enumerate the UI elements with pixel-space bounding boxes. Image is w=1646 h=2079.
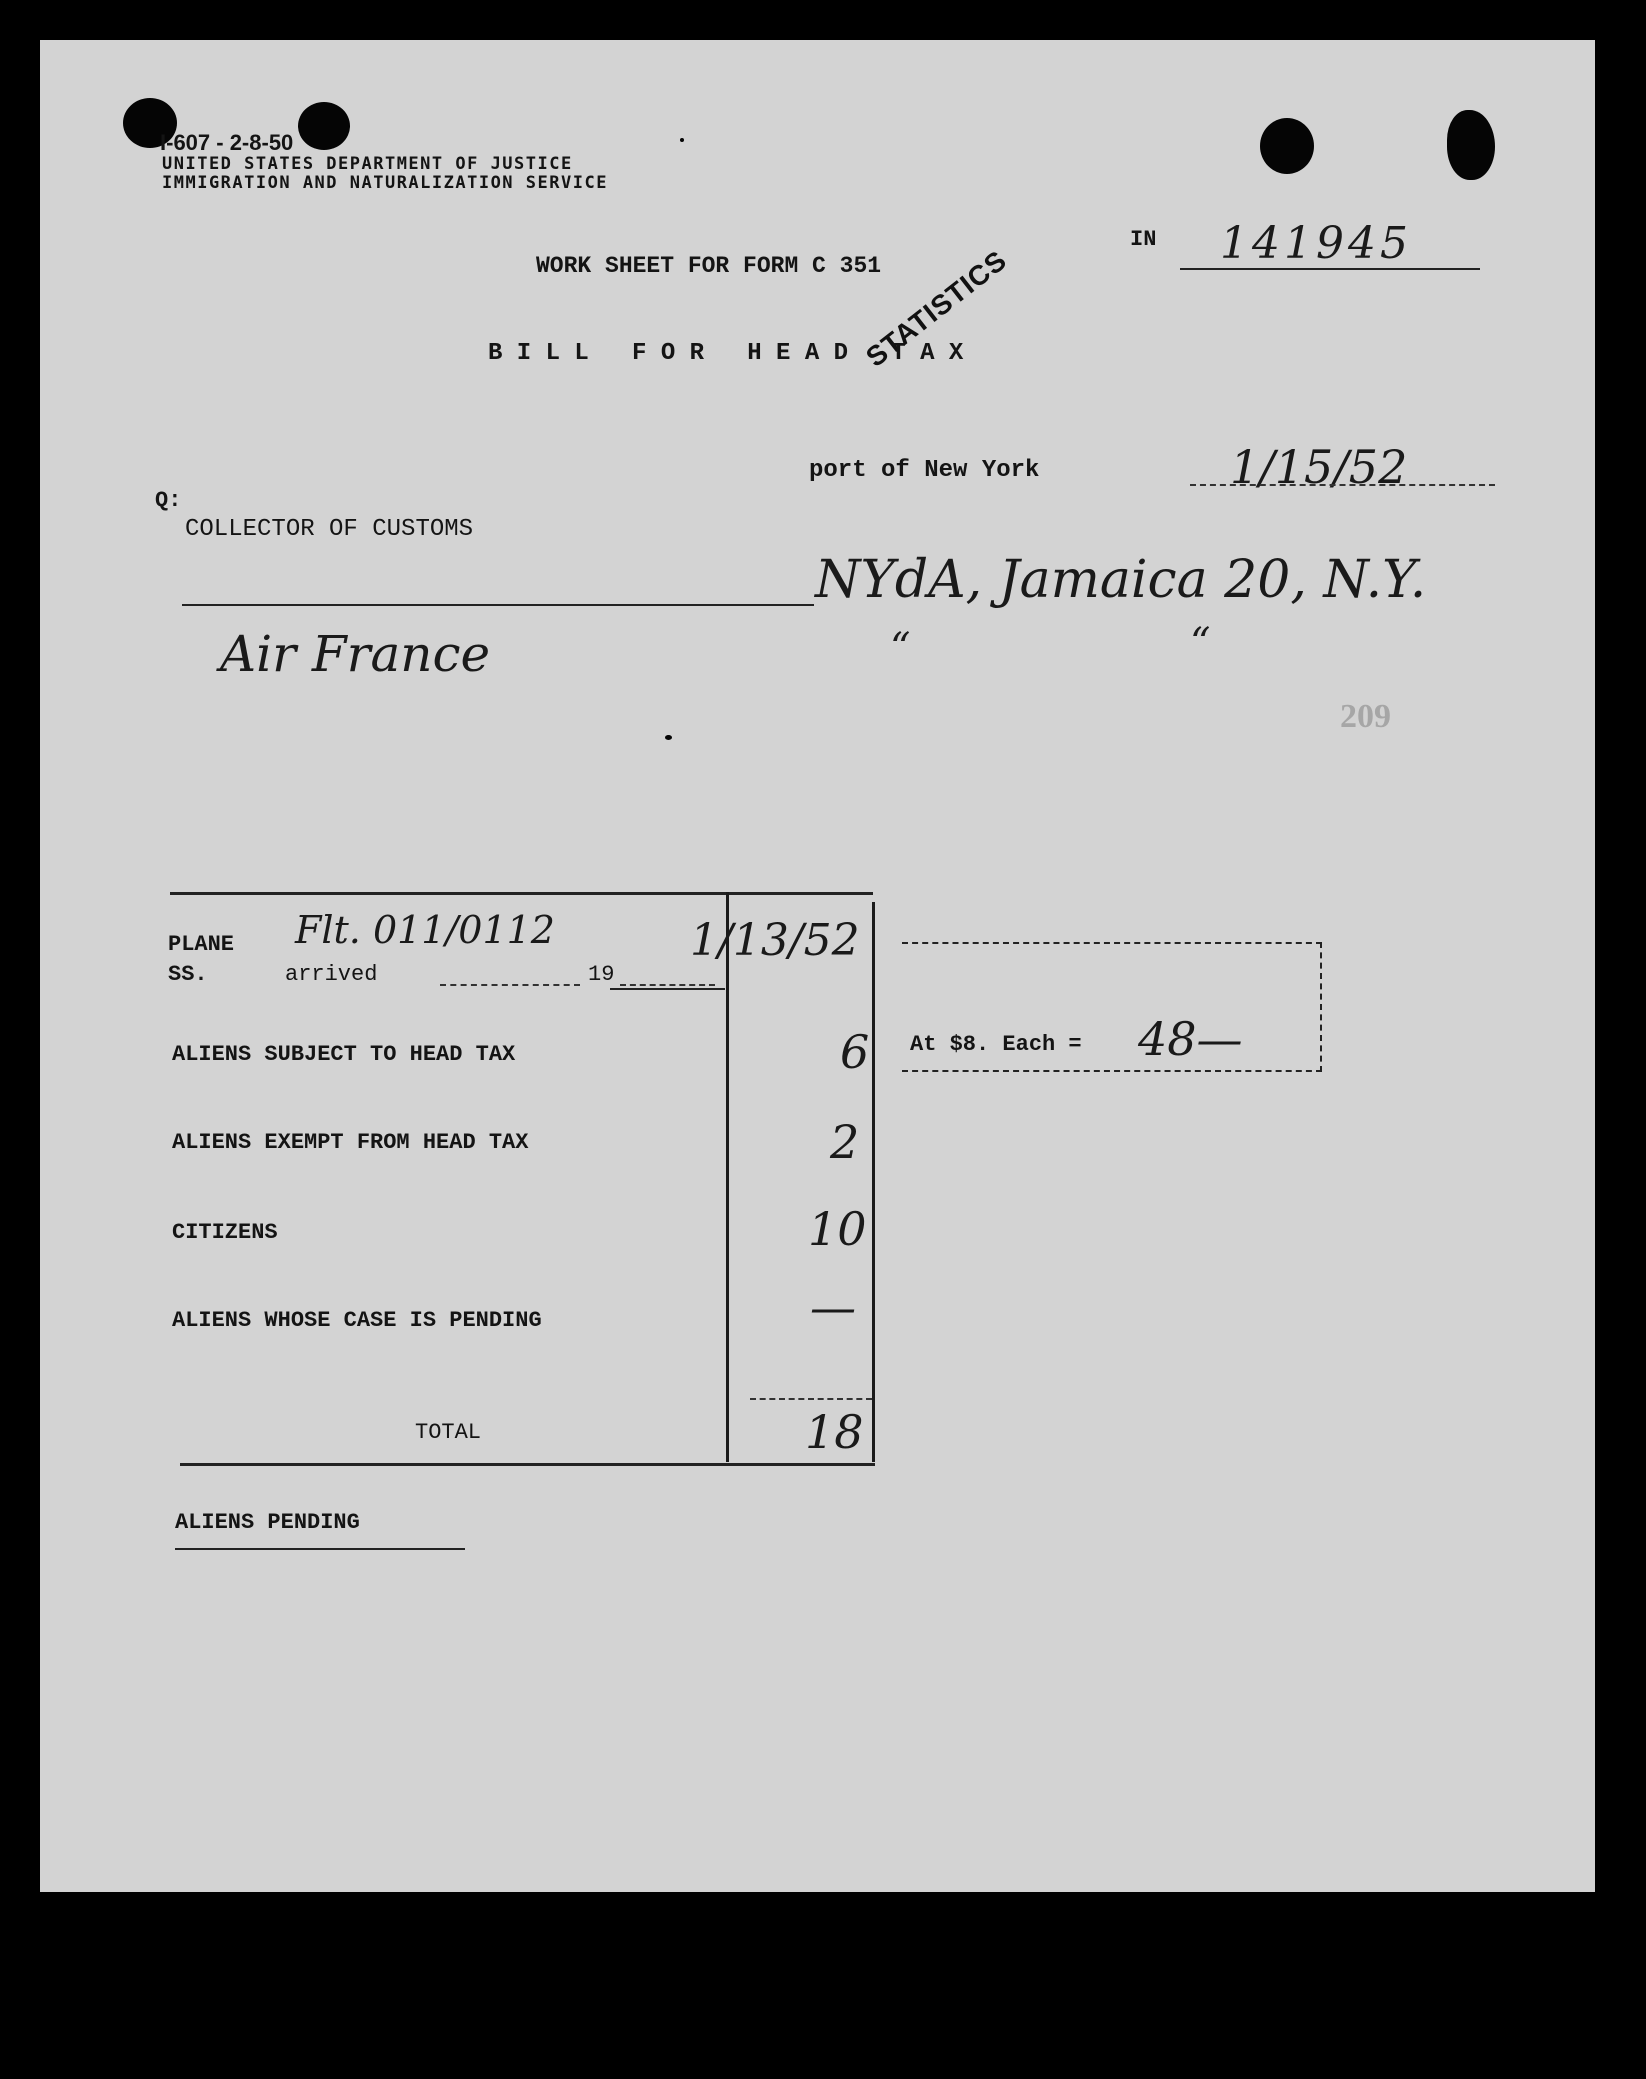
flight-handwritten: Flt. 011/0112: [295, 908, 555, 952]
port-date-line: [1190, 484, 1495, 486]
row-label: ALIENS SUBJECT TO HEAD TAX: [172, 1042, 516, 1067]
to-label: Q:: [155, 488, 182, 513]
statistics-stamp: STATISTICS: [860, 244, 1013, 373]
department-name: UNITED STATES DEPARTMENT OF JUSTICE: [162, 154, 573, 174]
work-sheet-title: WORK SHEET FOR FORM C 351: [536, 253, 882, 279]
row-value: 2: [830, 1115, 860, 1169]
collector-name: COLLECTOR OF CUSTOMS: [185, 516, 474, 543]
in-label: IN: [1130, 227, 1157, 252]
in-number: 141945: [1220, 218, 1412, 269]
total-value: 18: [805, 1405, 864, 1459]
ss-label: SS.: [168, 962, 208, 987]
faint-page-number: 209: [1340, 698, 1391, 735]
form-number: I-607 - 2-8-50: [160, 130, 294, 155]
carrier-handwritten: Air France: [220, 625, 491, 683]
punch-hole: [1260, 118, 1314, 174]
table-divider: [726, 892, 729, 1462]
ditto-mark: “: [1190, 620, 1211, 666]
total-rule: [750, 1398, 872, 1400]
table-top-rule: [170, 892, 873, 895]
row-label: CITIZENS: [172, 1220, 278, 1245]
plane-label: PLANE: [168, 932, 235, 957]
row-value: 10: [808, 1202, 867, 1256]
speck: [665, 735, 672, 740]
row-label: ALIENS WHOSE CASE IS PENDING: [172, 1308, 542, 1333]
year-prefix: 19: [588, 962, 615, 987]
port-date: 1/15/52: [1230, 440, 1408, 494]
document-page: [40, 40, 1595, 1892]
in-number-line: [1180, 268, 1480, 270]
row-label: ALIENS EXEMPT FROM HEAD TAX: [172, 1130, 529, 1155]
table-bottom-rule: [180, 1463, 875, 1466]
arrival-date: 1/13/52: [690, 915, 860, 966]
row-value: 6: [840, 1025, 870, 1079]
rate-amount: 48—: [1138, 1012, 1243, 1066]
address-handwritten: NYdA, Jamaica 20, N.Y.: [815, 550, 1427, 610]
bill-title: B I L L F O R H E A D T A X: [488, 340, 964, 367]
service-name: IMMIGRATION AND NATURALIZATION SERVICE: [162, 173, 608, 193]
total-label: TOTAL: [415, 1420, 482, 1445]
port-label: port of New York: [809, 457, 1040, 484]
arrived-blank: [440, 984, 580, 986]
header-row-rule: [610, 988, 725, 990]
aliens-pending-rule: [175, 1548, 465, 1550]
punch-hole: [1447, 110, 1495, 180]
punch-hole: [298, 102, 350, 150]
row-value: —: [810, 1280, 856, 1334]
rate-label: At $8. Each =: [910, 1032, 1082, 1057]
address-line: [182, 604, 814, 606]
aliens-pending-label: ALIENS PENDING: [175, 1510, 360, 1535]
ditto-mark: “: [890, 625, 911, 671]
speck: [680, 138, 684, 142]
arrived-label: arrived: [285, 962, 378, 987]
year-blank: [620, 984, 715, 986]
table-right-edge: [872, 902, 875, 1462]
